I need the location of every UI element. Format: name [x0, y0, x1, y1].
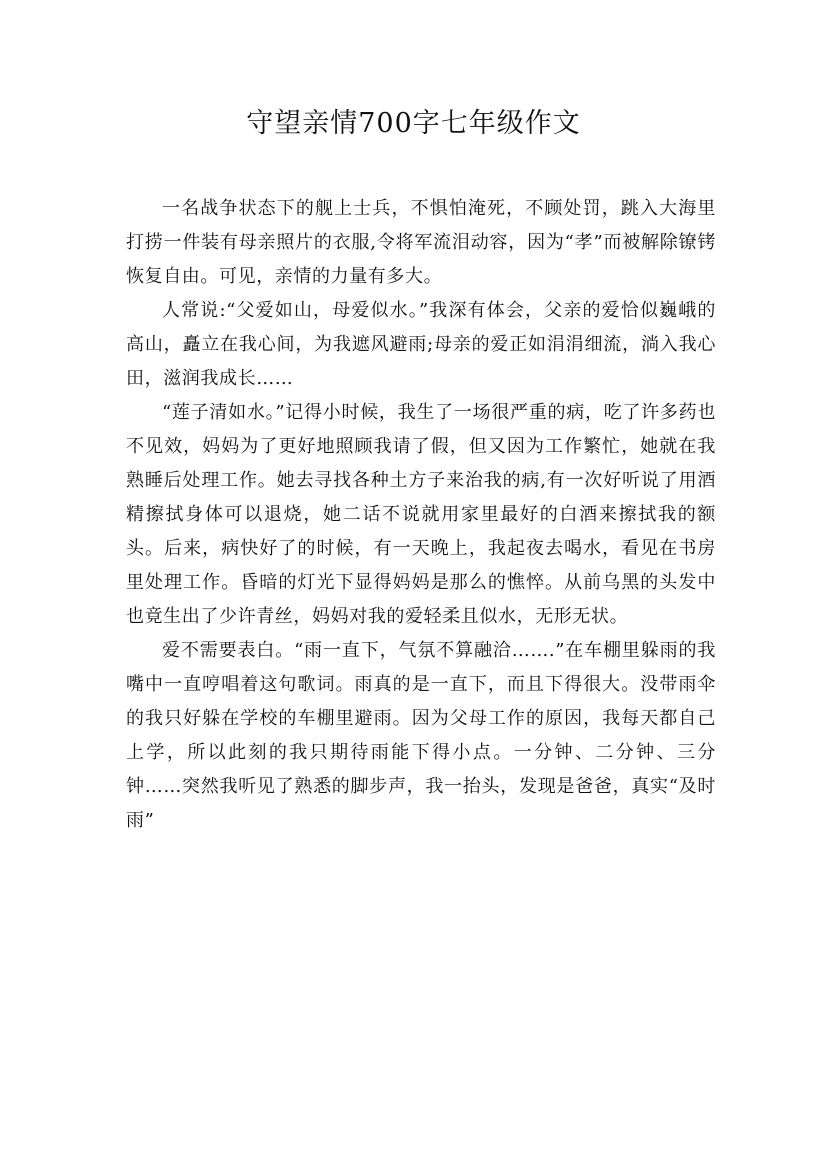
paragraph-4: 爱不需要表白。“雨一直下，气氛不算融洽…….”在车棚里躲雨的我嘴中一直哼唱着这句歌词。雨真的是一直下，而且下得很大。没带雨伞的我只好躲在学校的车棚里避雨。因为父母工作的原因，我每天都自己上学，所以此刻的我只期待雨能下得小点。一分钟、二分钟、三分钟……突然我听见了熟悉的脚步声，我一抬头，发现是爸爸，真实“及时雨” — [126, 640, 716, 831]
paragraph-2: 人常说:“父爱如山，母爱似水。”我深有体会，父亲的爱恰似巍峨的高山，矗立在我心间，为我遮风避雨;母亲的爱正如涓涓细流，淌入我心田，滋润我成长…… — [126, 300, 716, 389]
paragraph-3: “莲子清如水。”记得小时候，我生了一场很严重的病，吃了许多药也不见效，妈妈为了更好地照顾我请了假，但又因为工作繁忙，她就在我熟睡后处理工作。她去寻找各种土方子来治我的病,有一次好听说了用酒精擦拭身体可以退烧，她二话不说就用家里最好的白酒来擦拭我的额头。后来，病快好了的时候，有一天晚上，我起夜去喝水，看见在书房里处理工作。昏暗的灯光下显得妈妈是那么的憔悴。从前乌黑的头发中也竟生出了少许青丝，妈妈对我的爱轻柔且似水，无形无状。 — [126, 402, 716, 627]
paragraph-1: 一名战争状态下的舰上士兵，不惧怕淹死，不顾处罚，跳入大海里打捞一件装有母亲照片的衣服,令将军流泪动容，因为“孝”而被解除镣铐恢复自由。可见，亲情的力量有多大。 — [126, 198, 716, 287]
document-title: 守望亲情700字七年级作文 — [246, 108, 581, 139]
document-body — [126, 192, 716, 838]
